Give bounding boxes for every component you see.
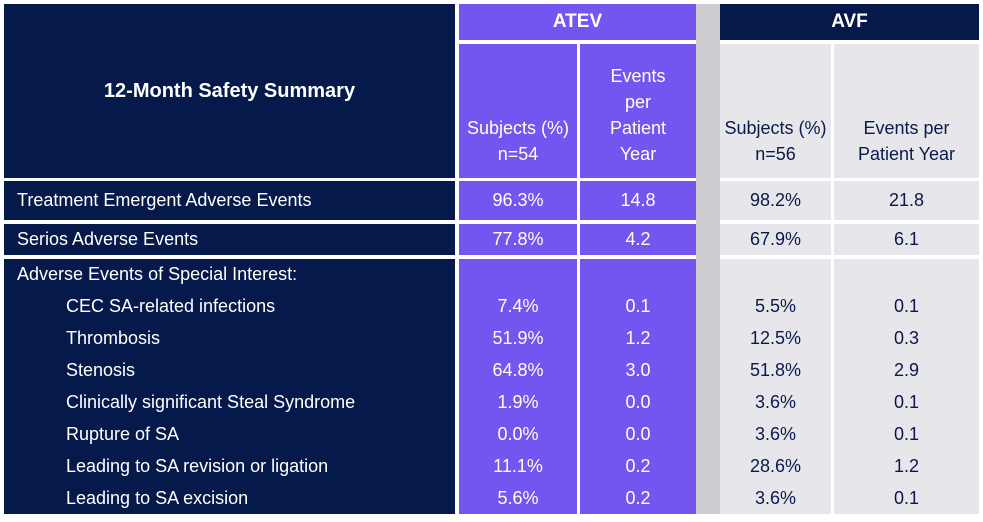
rupture-avf-events: 0.1 [834, 418, 979, 450]
row-label-steal-syndrome: Clinically significant Steal Syndrome [66, 391, 356, 412]
row-label-thrombosis: Thrombosis [66, 327, 161, 348]
thrombosis-avf-subjects: 12.5% [720, 322, 831, 354]
aesi-empty-atev-events [580, 259, 696, 290]
teae-atev-subjects: 96.3% [459, 181, 577, 220]
row-label-stenosis: Stenosis [66, 359, 136, 380]
row-label-rupture: Rupture of SA [66, 423, 180, 444]
stenosis-avf-events: 2.9 [834, 354, 979, 386]
sae-avf-events: 6.1 [834, 224, 979, 255]
aesi-empty-avf-subjects [720, 259, 831, 290]
atev-group-header: ATEV [459, 4, 696, 40]
row-label-excision: Leading to SA excision [66, 487, 249, 508]
steal-atev-events: 0.0 [580, 386, 696, 418]
aesi-section-label: Adverse Events of Special Interest: [17, 264, 298, 284]
rupture-avf-subjects: 3.6% [720, 418, 831, 450]
rupture-atev-subjects: 0.0% [459, 418, 577, 450]
avf-group-header: AVF [720, 4, 979, 40]
thrombosis-atev-events: 1.2 [580, 322, 696, 354]
stenosis-atev-events: 3.0 [580, 354, 696, 386]
row-label-revision-ligation: Leading to SA revision or ligation [66, 455, 329, 476]
rupture-atev-events: 0.0 [580, 418, 696, 450]
excision-atev-subjects: 5.6% [459, 482, 577, 514]
page-title: 12-Month Safety Summary [4, 4, 455, 178]
row-label-teae: Treatment Emergent Adverse Events [4, 181, 455, 220]
column-header-avf-events: Events per Patient Year [834, 44, 979, 178]
row-label-cec-infections: CEC SA-related infections [66, 295, 276, 316]
excision-avf-subjects: 3.6% [720, 482, 831, 514]
revision-atev-subjects: 11.1% [459, 450, 577, 482]
teae-avf-events: 21.8 [834, 181, 979, 220]
column-spacer [696, 4, 720, 514]
excision-atev-events: 0.2 [580, 482, 696, 514]
cec-atev-events: 0.1 [580, 290, 696, 322]
teae-atev-events: 14.8 [580, 181, 696, 220]
cec-atev-subjects: 7.4% [459, 290, 577, 322]
teae-avf-subjects: 98.2% [720, 181, 831, 220]
column-header-atev-events: Events per Patient Year [580, 44, 696, 178]
aesi-empty-avf-events [834, 259, 979, 290]
stenosis-atev-subjects: 64.8% [459, 354, 577, 386]
excision-avf-events: 0.1 [834, 482, 979, 514]
steal-avf-subjects: 3.6% [720, 386, 831, 418]
cec-avf-events: 0.1 [834, 290, 979, 322]
thrombosis-atev-subjects: 51.9% [459, 322, 577, 354]
sae-atev-subjects: 77.8% [459, 224, 577, 255]
revision-avf-events: 1.2 [834, 450, 979, 482]
sae-avf-subjects: 67.9% [720, 224, 831, 255]
aesi-empty-atev-subjects [459, 259, 577, 290]
thrombosis-avf-events: 0.3 [834, 322, 979, 354]
row-label-sae: Serios Adverse Events [4, 224, 455, 255]
column-header-atev-subjects: Subjects (%) n=54 [459, 44, 577, 178]
revision-atev-events: 0.2 [580, 450, 696, 482]
steal-avf-events: 0.1 [834, 386, 979, 418]
revision-avf-subjects: 28.6% [720, 450, 831, 482]
sae-atev-events: 4.2 [580, 224, 696, 255]
stenosis-avf-subjects: 51.8% [720, 354, 831, 386]
aesi-section-block [4, 259, 455, 514]
steal-atev-subjects: 1.9% [459, 386, 577, 418]
cec-avf-subjects: 5.5% [720, 290, 831, 322]
column-header-avf-subjects: Subjects (%) n=56 [720, 44, 831, 178]
